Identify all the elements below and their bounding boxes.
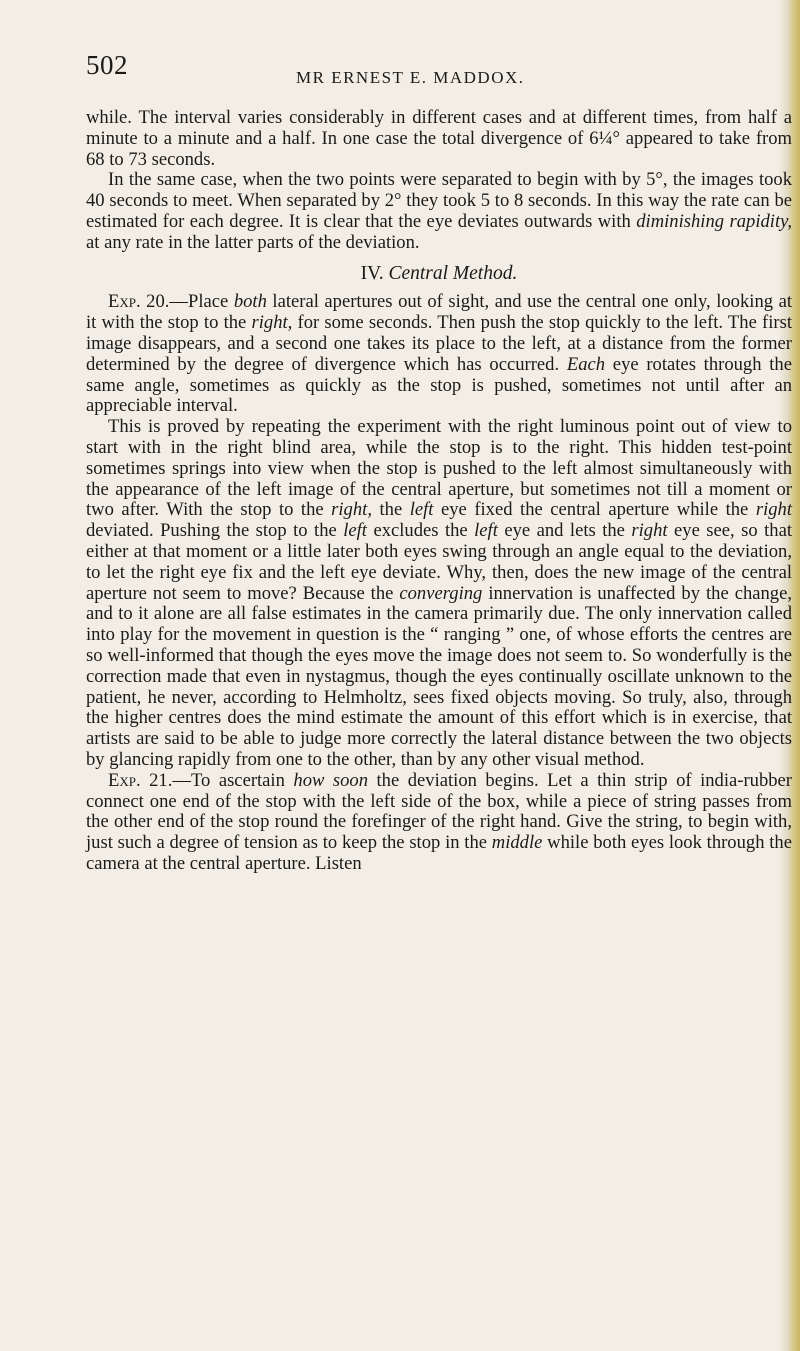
- section-number: IV.: [360, 262, 384, 284]
- paragraph-4: This is proved by repeating the experiment with the right luminous point out of view to start with in the right blind area, while the stop is to the right. This hidden test-point sometimes springs into view when the stop is pushed to the left almost simultaneously with the appearance of the left image of the central aperture, but sometimes not till a moment or two after. With the stop to the right, the left eye fixed the central aperture while the right deviated. Pushing the stop to the left excludes the left eye and lets the right eye see, so that either at that moment or a little later both eyes swing through an angle equal to the deviation, to let the right eye fix and the left eye deviate. Why, then, does the new image of the central aperture not seem to move? Because the converging innervation is unaffected by the change, and to it alone are all false estimates in the camera primarily due. The only innervation called into play for the movement in question is the “ ranging ” one, of whose efforts the centres are so well-informed that though the eyes move the image does not seem to. So wonderfully is the correction made that even in nystagmus, though the eyes continually oscillate unknown to the patient, he never, according to Helmholtz, sees fixed objects moving. So truly, also, through the higher centres does the mind estimate the amount of this effort which is in exercise, that artists are said to be able to judge more correctly the lateral distance between the two objects by glancing rapidly from one to the other, than by any other visual method.: [86, 416, 793, 770]
- paragraph-2: In the same case, when the two points were separated to begin with by 5°, the images took 40 seconds to meet. When separated by 2° they took 5 to 8 seconds. In this way the rate can be estimated for each degree. It is clear that the eye deviates outwards with diminishing rapidity, at any rate in the latter parts of the deviation.: [86, 169, 792, 253]
- page-number: 502: [86, 50, 128, 80]
- page-header: [86, 50, 716, 98]
- paragraph-exp-20: Exp. 20.—Place both lateral apertures out of sight, and use the central one only, looking at it with the stop to the right, for some seconds. Then push the stop quickly to the left. The first image disappears, and a second one takes its place to the left, at a distance from the former determined by the degree of divergence which has occurred. Each eye rotates through the same angle, sometimes as quickly as the stop is pushed, sometimes not until after an appreciable interval.: [86, 291, 792, 417]
- experiment-label: Exp. 20.: [108, 291, 170, 313]
- paragraph-1: while. The interval varies considerably in different cases and at different times, from half a minute to a minute and a half. In one case the total divergence of 6¼° appeared to take from 68 to 73 seconds.: [86, 107, 792, 170]
- section-title: Central Method.: [388, 262, 518, 284]
- page-body: [86, 108, 792, 875]
- experiment-label: Exp. 21.: [108, 769, 173, 791]
- section-heading: [86, 264, 792, 285]
- paragraph-exp-21: Exp. 21.—To ascertain how soon the deviation begins. Let a thin strip of india-rubber connect one end of the stop with the left side of the box, while a piece of string passes from the other end of the stop round the forefinger of the right hand. Give the string, to begin with, just such a degree of tension as to keep the stop in the middle while both eyes look through the camera at the central aperture. Listen: [86, 769, 792, 874]
- running-head: MR ERNEST E. MADDOX.: [296, 68, 525, 87]
